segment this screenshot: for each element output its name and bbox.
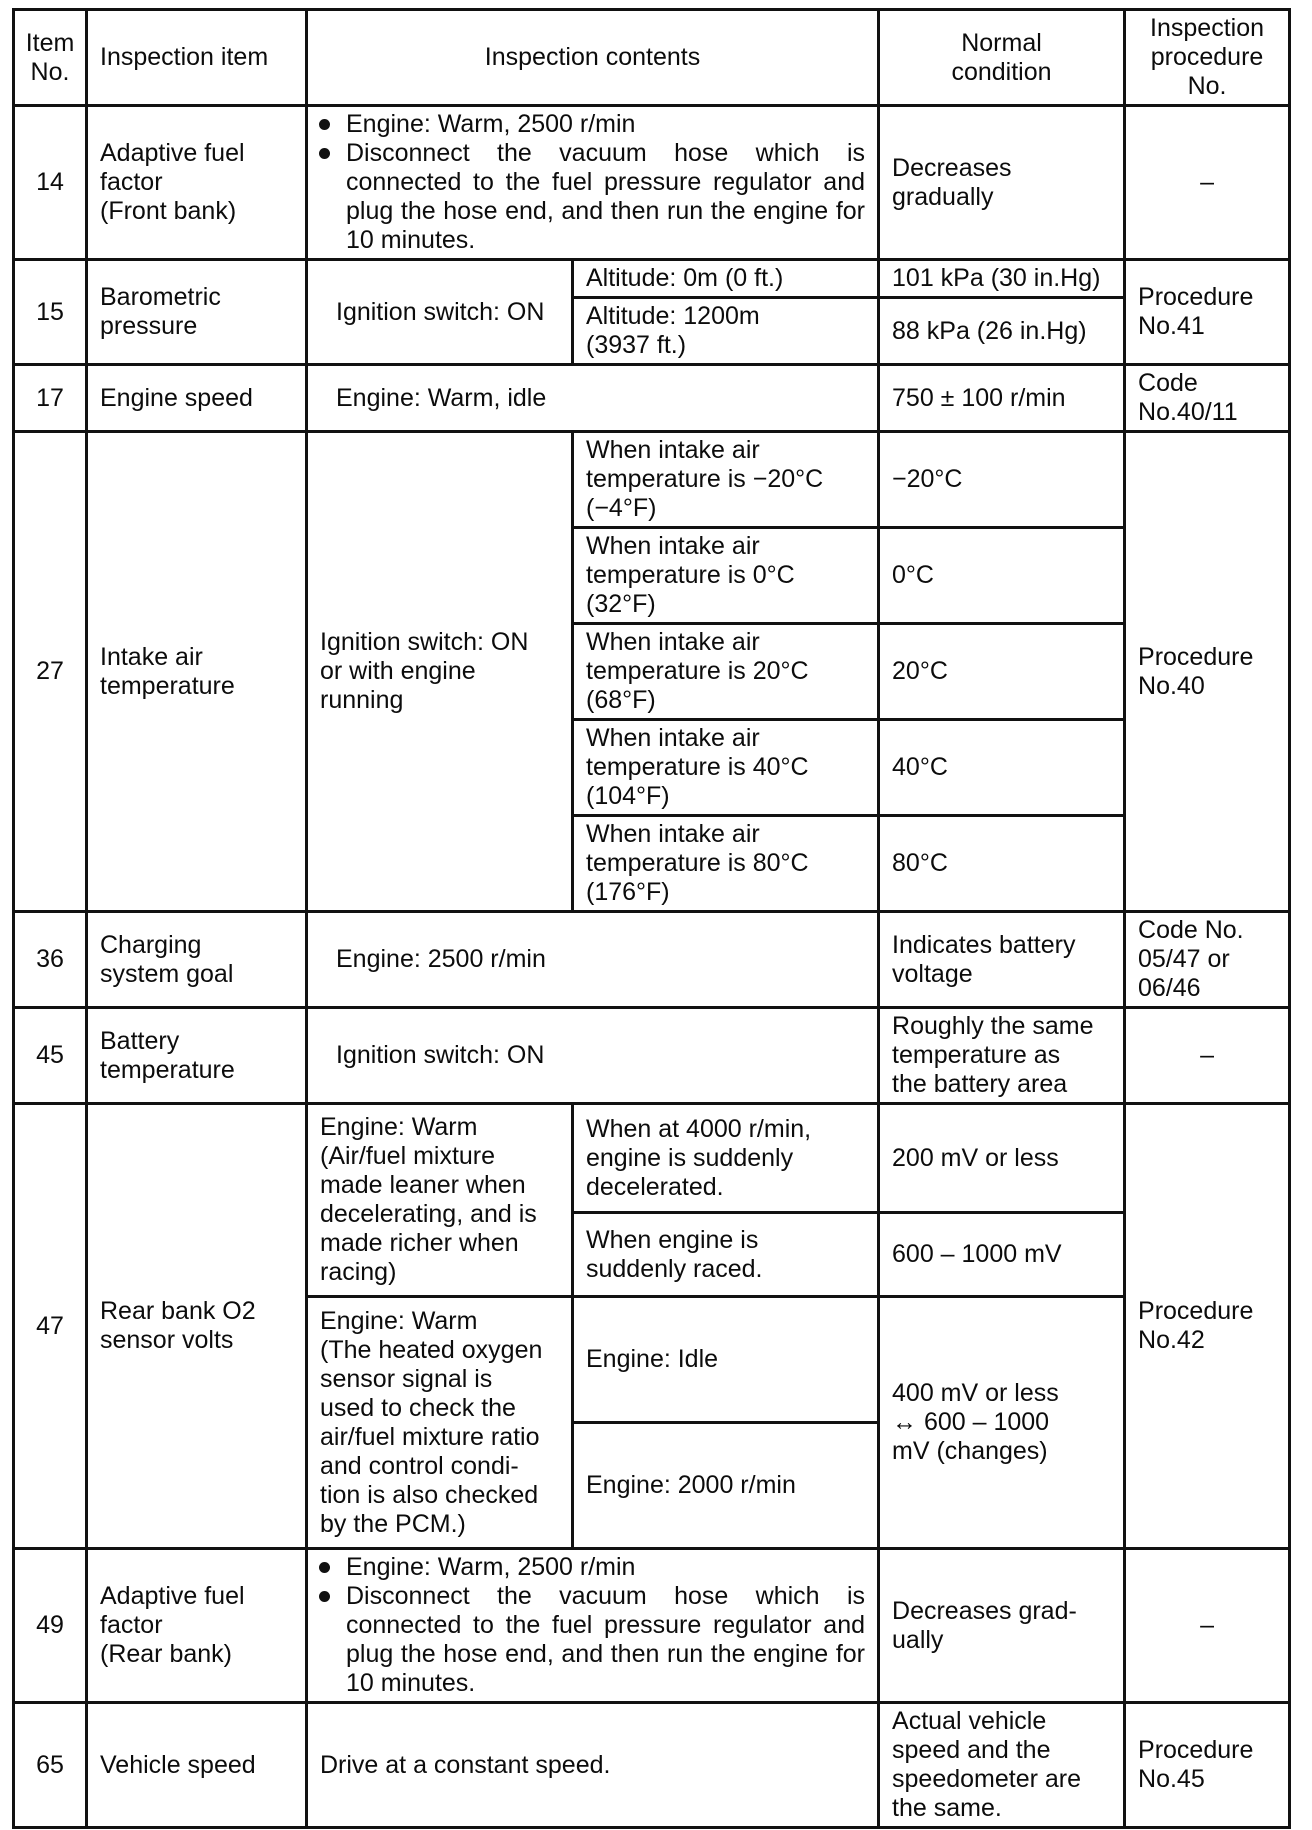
bullet-item: Disconnect the vacuum hose which is connected to the fuel pressure regulator and plug the hose end, and then run the engine for 10 minutes. (316, 1582, 865, 1698)
header-procedure-no (1125, 10, 1290, 106)
procedure-line: No.45 (1138, 1765, 1205, 1793)
procedure-line: Procedure (1138, 1736, 1254, 1764)
inspection-item: Vehicle speed (87, 1703, 307, 1828)
normal-condition: 20°C (879, 624, 1125, 720)
bullet-item: Engine: Warm, 2500 r/min (316, 1553, 865, 1582)
condition-line: racing) (320, 1258, 397, 1286)
procedure-no (1125, 1104, 1290, 1549)
case-line: When at 4000 r/min, (586, 1114, 812, 1143)
procedure-line: No.42 (1138, 1326, 1205, 1354)
normal-line: ↔ 600 – 1000 (892, 1408, 1050, 1436)
procedure-line: 05/47 or (1138, 945, 1230, 973)
normal-line: the battery area (892, 1070, 1068, 1098)
procedure-line: No.40/11 (1138, 398, 1238, 426)
procedure-no: – (1125, 1549, 1290, 1703)
item-line: system goal (100, 959, 234, 988)
inspection-item (87, 1008, 307, 1104)
item-no: 49 (14, 1549, 87, 1703)
condition-line: decelerating, and is (320, 1200, 537, 1228)
normal-condition: 88 kPa (26 in.Hg) (879, 298, 1125, 365)
inspection-item (87, 912, 307, 1008)
procedure-line: No.40 (1138, 671, 1205, 700)
item-line: Charging (100, 930, 202, 959)
sub-condition (573, 298, 879, 365)
condition-line: (Air/fuel mixture (320, 1142, 496, 1170)
sub-condition: Altitude: 0m (0 ft.) (573, 260, 879, 298)
table-row (14, 1008, 1290, 1104)
table-row (14, 1549, 1290, 1703)
normal-line: gradually (892, 182, 994, 211)
case-line: When intake air (586, 724, 760, 752)
condition-line: made richer when (320, 1229, 519, 1257)
normal-line: ually (892, 1625, 944, 1654)
normal-condition (879, 912, 1125, 1008)
normal-line: Decreases (892, 153, 1012, 182)
normal-line: the same. (892, 1794, 1002, 1822)
condition-line: (The heated oxygen (320, 1335, 543, 1364)
item-no: 27 (14, 432, 87, 912)
header-normal-line: condition (951, 57, 1052, 86)
table-row (14, 365, 1290, 432)
sub-condition (573, 528, 879, 624)
case-line: temperature is 0°C (586, 561, 795, 589)
normal-condition (879, 1008, 1125, 1104)
normal-line: speedometer are (892, 1765, 1082, 1793)
normal-line: Indicates battery (892, 930, 1076, 959)
item-no: 65 (14, 1703, 87, 1828)
condition-line: used to check the (320, 1393, 516, 1422)
header-inspection-item: Inspection item (87, 10, 307, 106)
inspection-table (12, 8, 1291, 1829)
header-item-no-line: Item (25, 28, 75, 57)
case-line: (68°F) (586, 686, 656, 714)
header-procedure-line: procedure (1150, 43, 1264, 71)
inspection-contents (307, 1549, 879, 1703)
normal-condition (879, 1297, 1125, 1549)
condition-line: Ignition switch: ON (320, 628, 529, 656)
case-line: When intake air (586, 532, 760, 560)
item-line: Adaptive fuel (100, 139, 245, 167)
case-line: temperature is 40°C (586, 753, 809, 781)
case-line: (32°F) (586, 590, 656, 618)
case-line: Altitude: 1200m (586, 302, 760, 330)
condition-line: sensor signal is (320, 1364, 493, 1393)
case-line: temperature is −20°C (586, 465, 824, 493)
bullet-item: Disconnect the vacuum hose which is connected to the fuel pressure regulator and plug the hose end, and then run the engine for 10 minutes. (316, 139, 865, 255)
inspection-condition (307, 432, 573, 912)
item-line: pressure (100, 312, 198, 340)
procedure-no (1125, 432, 1290, 912)
condition-line: air/fuel mixture ratio (320, 1422, 540, 1451)
condition-line: and control condi- (320, 1451, 519, 1480)
header-normal-line: Normal (961, 28, 1042, 57)
table-row (14, 260, 1290, 298)
item-line: factor (100, 1611, 163, 1639)
condition-line: made leaner when (320, 1171, 526, 1199)
case-line: temperature is 80°C (586, 849, 809, 877)
header-item-no (14, 10, 87, 106)
normal-line: speed and the (892, 1736, 1051, 1764)
table-row (14, 1104, 1290, 1213)
inspection-item (87, 106, 307, 260)
header-procedure-line: Inspection (1150, 14, 1264, 42)
sub-condition: Engine: Idle (573, 1297, 879, 1423)
case-line: suddenly raced. (586, 1254, 763, 1283)
item-line: Adaptive fuel (100, 1582, 245, 1610)
procedure-line: Procedure (1138, 642, 1254, 671)
sub-condition: Engine: 2000 r/min (573, 1423, 879, 1549)
inspection-contents (307, 106, 879, 260)
header-item-no-line: No. (30, 57, 70, 86)
normal-condition (879, 106, 1125, 260)
case-line: decelerated. (586, 1172, 724, 1201)
item-line: temperature (100, 1055, 235, 1084)
contents-list (316, 1553, 865, 1698)
item-line: temperature (100, 671, 235, 700)
inspection-contents: Ignition switch: ON (307, 1008, 879, 1104)
normal-condition: −20°C (879, 432, 1125, 528)
normal-line: temperature as (892, 1041, 1061, 1069)
case-line: When intake air (586, 820, 760, 848)
inspection-condition (307, 1297, 573, 1549)
normal-condition (879, 1549, 1125, 1703)
condition-line: tion is also checked (320, 1480, 539, 1509)
procedure-line: Code No. (1138, 916, 1244, 944)
item-no: 14 (14, 106, 87, 260)
inspection-contents: Engine: 2500 r/min (307, 912, 879, 1008)
inspection-item (87, 1549, 307, 1703)
sub-condition (573, 1213, 879, 1297)
case-line: (176°F) (586, 878, 670, 906)
item-line: Rear bank O2 (100, 1297, 256, 1325)
inspection-condition (307, 1104, 573, 1297)
procedure-no (1125, 260, 1290, 365)
item-line: Battery (100, 1026, 180, 1055)
item-no: 36 (14, 912, 87, 1008)
inspection-condition: Ignition switch: ON (307, 260, 573, 365)
case-line: When engine is (586, 1225, 759, 1254)
procedure-line: Procedure (1138, 1297, 1254, 1325)
condition-line: running (320, 686, 404, 714)
procedure-line: No.41 (1138, 312, 1205, 340)
table-row (14, 912, 1290, 1008)
header-procedure-line: No. (1187, 72, 1227, 100)
condition-line: or with engine (320, 657, 476, 685)
contents-list (316, 110, 865, 255)
item-no: 47 (14, 1104, 87, 1549)
procedure-no (1125, 912, 1290, 1008)
sub-condition (573, 816, 879, 912)
case-line: (104°F) (586, 782, 670, 810)
item-line: sensor volts (100, 1326, 234, 1354)
case-line: temperature is 20°C (586, 657, 809, 685)
table-row (14, 432, 1290, 528)
header-row (14, 10, 1290, 106)
procedure-no: – (1125, 106, 1290, 260)
inspection-contents: Drive at a constant speed. (307, 1703, 879, 1828)
normal-line: mV (changes) (892, 1437, 1048, 1465)
procedure-line: Procedure (1138, 283, 1254, 311)
bullet-item: Engine: Warm, 2500 r/min (316, 110, 865, 139)
case-line: engine is suddenly (586, 1143, 794, 1172)
case-line: (−4°F) (586, 494, 657, 522)
inspection-item (87, 260, 307, 365)
sub-condition (573, 720, 879, 816)
table-row (14, 1703, 1290, 1828)
condition-line: Engine: Warm (320, 1306, 478, 1335)
inspection-item (87, 1104, 307, 1549)
item-line: Intake air (100, 642, 203, 671)
normal-line: Actual vehicle (892, 1707, 1047, 1735)
sub-condition (573, 1104, 879, 1213)
header-inspection-contents: Inspection contents (307, 10, 879, 106)
normal-line: Decreases grad- (892, 1596, 1077, 1625)
table-row (14, 106, 1290, 260)
procedure-no (1125, 365, 1290, 432)
item-line: (Rear bank) (100, 1640, 232, 1668)
header-normal-condition (879, 10, 1125, 106)
inspection-contents: Engine: Warm, idle (307, 365, 879, 432)
item-line: (Front bank) (100, 197, 237, 225)
inspection-item (87, 432, 307, 912)
normal-line: 400 mV or less (892, 1379, 1059, 1407)
normal-condition: 200 mV or less (879, 1104, 1125, 1213)
case-line: When intake air (586, 436, 760, 464)
case-line: (3937 ft.) (586, 331, 687, 359)
item-line: factor (100, 168, 163, 196)
normal-condition: 80°C (879, 816, 1125, 912)
procedure-no: – (1125, 1008, 1290, 1104)
case-line: When intake air (586, 628, 760, 656)
sub-condition (573, 432, 879, 528)
item-no: 15 (14, 260, 87, 365)
normal-line: Roughly the same (892, 1012, 1094, 1040)
normal-condition: 0°C (879, 528, 1125, 624)
normal-condition (879, 1703, 1125, 1828)
condition-line: by the PCM.) (320, 1509, 466, 1538)
procedure-line: Code (1138, 369, 1198, 397)
normal-condition: 101 kPa (30 in.Hg) (879, 260, 1125, 298)
normal-line: voltage (892, 959, 973, 988)
procedure-no (1125, 1703, 1290, 1828)
item-no: 45 (14, 1008, 87, 1104)
item-line: Barometric (100, 283, 221, 311)
item-no: 17 (14, 365, 87, 432)
normal-condition: 600 – 1000 mV (879, 1213, 1125, 1297)
condition-line: Engine: Warm (320, 1113, 478, 1141)
sub-condition (573, 624, 879, 720)
normal-condition: 40°C (879, 720, 1125, 816)
inspection-item: Engine speed (87, 365, 307, 432)
procedure-line: 06/46 (1138, 974, 1201, 1002)
normal-condition: 750 ± 100 r/min (879, 365, 1125, 432)
